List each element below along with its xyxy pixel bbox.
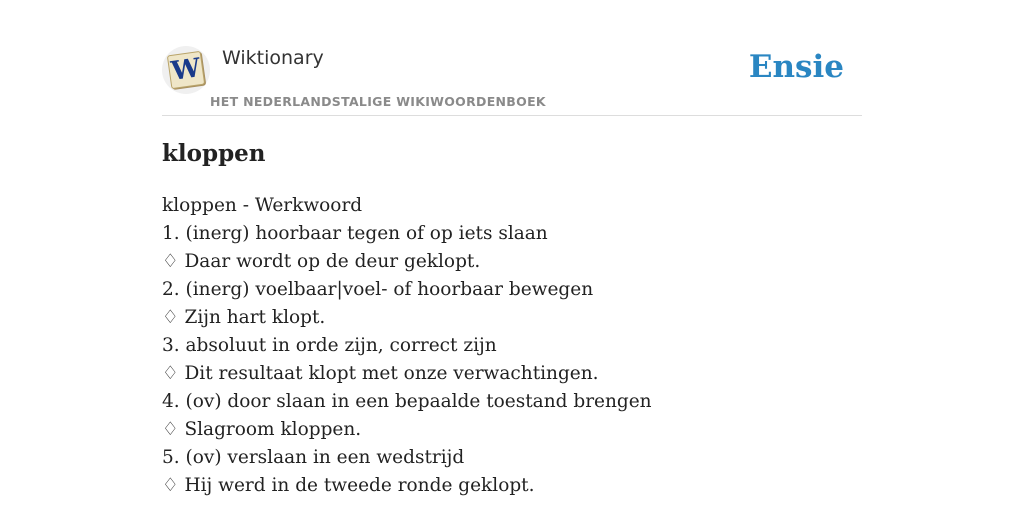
logo-tile	[167, 51, 205, 89]
example-4: ♢ Slagroom kloppen.	[162, 419, 362, 440]
example-3: ♢ Dit resultaat klopt met onze verwachtingen.	[162, 363, 599, 384]
wiktionary-logo-icon[interactable]	[162, 46, 210, 94]
ensie-brand-logo[interactable]: Ensie	[748, 49, 844, 85]
definition-4: 4. (ov) door slaan in een bepaalde toestand brengen	[162, 391, 652, 412]
entry-subtitle: kloppen - Werkwoord	[162, 195, 363, 216]
definition-1: 1. (inerg) hoorbaar tegen of op iets slaan	[162, 223, 548, 244]
example-5: ♢ Hij werd in de tweede ronde geklopt.	[162, 475, 535, 496]
site-header	[162, 44, 862, 116]
site-tagline: HET NEDERLANDSTALIGE WIKIWOORDENBOEK	[210, 94, 546, 109]
definition-content	[162, 192, 862, 500]
definition-2: 2. (inerg) voelbaar|voel- of hoorbaar bewegen	[162, 279, 594, 300]
example-1: ♢ Daar wordt op de deur geklopt.	[162, 251, 481, 272]
page-title: kloppen	[162, 140, 266, 167]
logo-letter: W	[169, 53, 203, 87]
site-name[interactable]: Wiktionary	[222, 47, 324, 69]
definition-5: 5. (ov) verslaan in een wedstrijd	[162, 447, 465, 468]
definition-3: 3. absoluut in orde zijn, correct zijn	[162, 335, 497, 356]
example-2: ♢ Zijn hart klopt.	[162, 307, 326, 328]
